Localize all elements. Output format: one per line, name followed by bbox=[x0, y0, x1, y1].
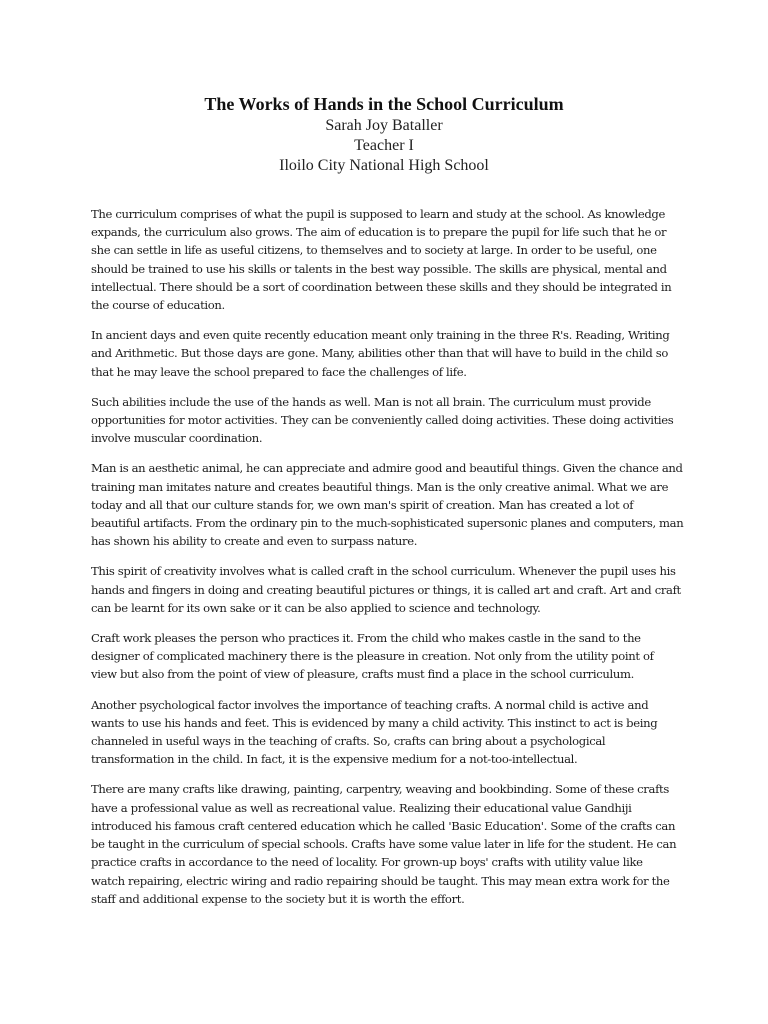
author-name: Sarah Joy Bataller bbox=[325, 117, 443, 134]
paragraph-line: beautiful artifacts. From the ordinary pin to the much-sophisticated supersonic planes and computers, man bbox=[91, 516, 684, 531]
paragraph-line: intellectual. There should be a sort of coordination between these skills and they should be integrated in bbox=[91, 279, 672, 294]
school-name: Iloilo City National High School bbox=[279, 157, 489, 174]
body-paragraph bbox=[91, 459, 684, 550]
paragraph-line: today and all that our culture stands for, we own man's spirit of creation. Man has created a lot of bbox=[91, 497, 634, 512]
paragraph-line: There are many crafts like drawing, painting, carpentry, weaving and bookbinding. Some of these crafts bbox=[91, 782, 669, 797]
paragraph-line: introduced his famous craft centered education which he called 'Basic Education'. Some of the crafts can bbox=[91, 818, 676, 833]
body-paragraph bbox=[91, 393, 681, 448]
paragraph-line: and Arithmetic. But those days are gone. Many, abilities other than that will have to build in the child so bbox=[91, 346, 669, 361]
paragraph-line: has shown his ability to create and even to surpass nature. bbox=[91, 534, 418, 549]
body-paragraph bbox=[91, 205, 681, 314]
paragraph-line: In ancient days and even quite recently education meant only training in the three R's. Reading, Writing bbox=[91, 328, 670, 343]
document-title: The Works of Hands in the School Curriculum bbox=[204, 94, 564, 114]
body-paragraph bbox=[91, 562, 681, 617]
paragraph-line: can be learnt for its own sake or it can be also applied to science and technology. bbox=[91, 600, 541, 615]
paragraph-line: involve muscular coordination. bbox=[91, 431, 263, 446]
paragraph-line: The curriculum comprises of what the pupil is supposed to learn and study at the school. As knowledge bbox=[91, 207, 666, 221]
paragraph-line: wants to use his hands and feet. This is evidenced by many a child activity. This instinct to act is being bbox=[91, 715, 658, 730]
paragraph-line: opportunities for motor activities. They can be conveniently called doing activities. These doing activities bbox=[91, 413, 674, 428]
paragraph-line: the course of education. bbox=[91, 298, 225, 313]
paragraph-line: channeled in useful ways in the teaching of crafts. So, crafts can bring about a psychological bbox=[91, 734, 606, 749]
paragraph-line: have a professional value as well as recreational value. Realizing their educational value Gandhiji bbox=[91, 800, 632, 815]
paragraph-line: training man imitates nature and creates beautiful things. Man is the only creative animal. What we are bbox=[91, 479, 669, 494]
paragraph-line: staff and additional expense to the society but it is worth the effort. bbox=[91, 891, 465, 906]
paragraph-line: should be trained to use his skills or talents in the best way possible. The skills are physical, mental and bbox=[91, 261, 667, 276]
paragraph-line: This spirit of creativity involves what is called craft in the school curriculum. Whenever the pupil uses his bbox=[91, 564, 676, 579]
paragraph-line: hands and fingers in doing and creating beautiful pictures or things, it is called art and craft. Art and craft bbox=[91, 582, 681, 597]
paragraph-line: expands, the curriculum also grows. The aim of education is to prepare the pupil for life such that he or bbox=[91, 225, 667, 240]
paragraph-line: transformation in the child. In fact, it is the expensive medium for a not-too-intellectual. bbox=[91, 752, 578, 767]
body-paragraph bbox=[91, 326, 681, 381]
paragraph-line: Man is an aesthetic animal, he can appreciate and admire good and beautiful things. Given the chance and bbox=[91, 461, 683, 476]
body-paragraph bbox=[91, 629, 681, 684]
document-body bbox=[91, 205, 684, 920]
paragraph-line: practice crafts in accordance to the need of locality. For grown-up boys' crafts with utility value like bbox=[91, 855, 643, 870]
paragraph-line: Such abilities include the use of the hands as well. Man is not all brain. The curriculum must provide bbox=[91, 394, 651, 409]
paragraph-line: be taught in the curriculum of special schools. Crafts have some value later in life for the student. He can bbox=[91, 837, 677, 852]
author-position: Teacher I bbox=[354, 137, 414, 154]
paragraph-line: she can settle in life as useful citizens, to themselves and to society at large. In order to be useful, one bbox=[91, 243, 657, 258]
paragraph-line: Craft work pleases the person who practices it. From the child who makes castle in the sand to the bbox=[91, 631, 641, 646]
paragraph-line: that he may leave the school prepared to face the challenges of life. bbox=[91, 364, 467, 379]
body-paragraph bbox=[91, 780, 681, 907]
paragraph-line: watch repairing, electric wiring and radio repairing should be taught. This may mean extra work for the bbox=[91, 873, 670, 888]
paragraph-line: Another psychological factor involves the importance of teaching crafts. A normal child is active and bbox=[91, 697, 649, 712]
body-paragraph bbox=[91, 696, 681, 769]
paragraph-line: view but also from the point of view of pleasure, crafts must find a place in the school curriculum. bbox=[91, 667, 634, 682]
paragraph-line: designer of complicated machinery there is the pleasure in creation. Not only from the utility point of bbox=[91, 649, 654, 664]
document-header bbox=[0, 92, 768, 176]
